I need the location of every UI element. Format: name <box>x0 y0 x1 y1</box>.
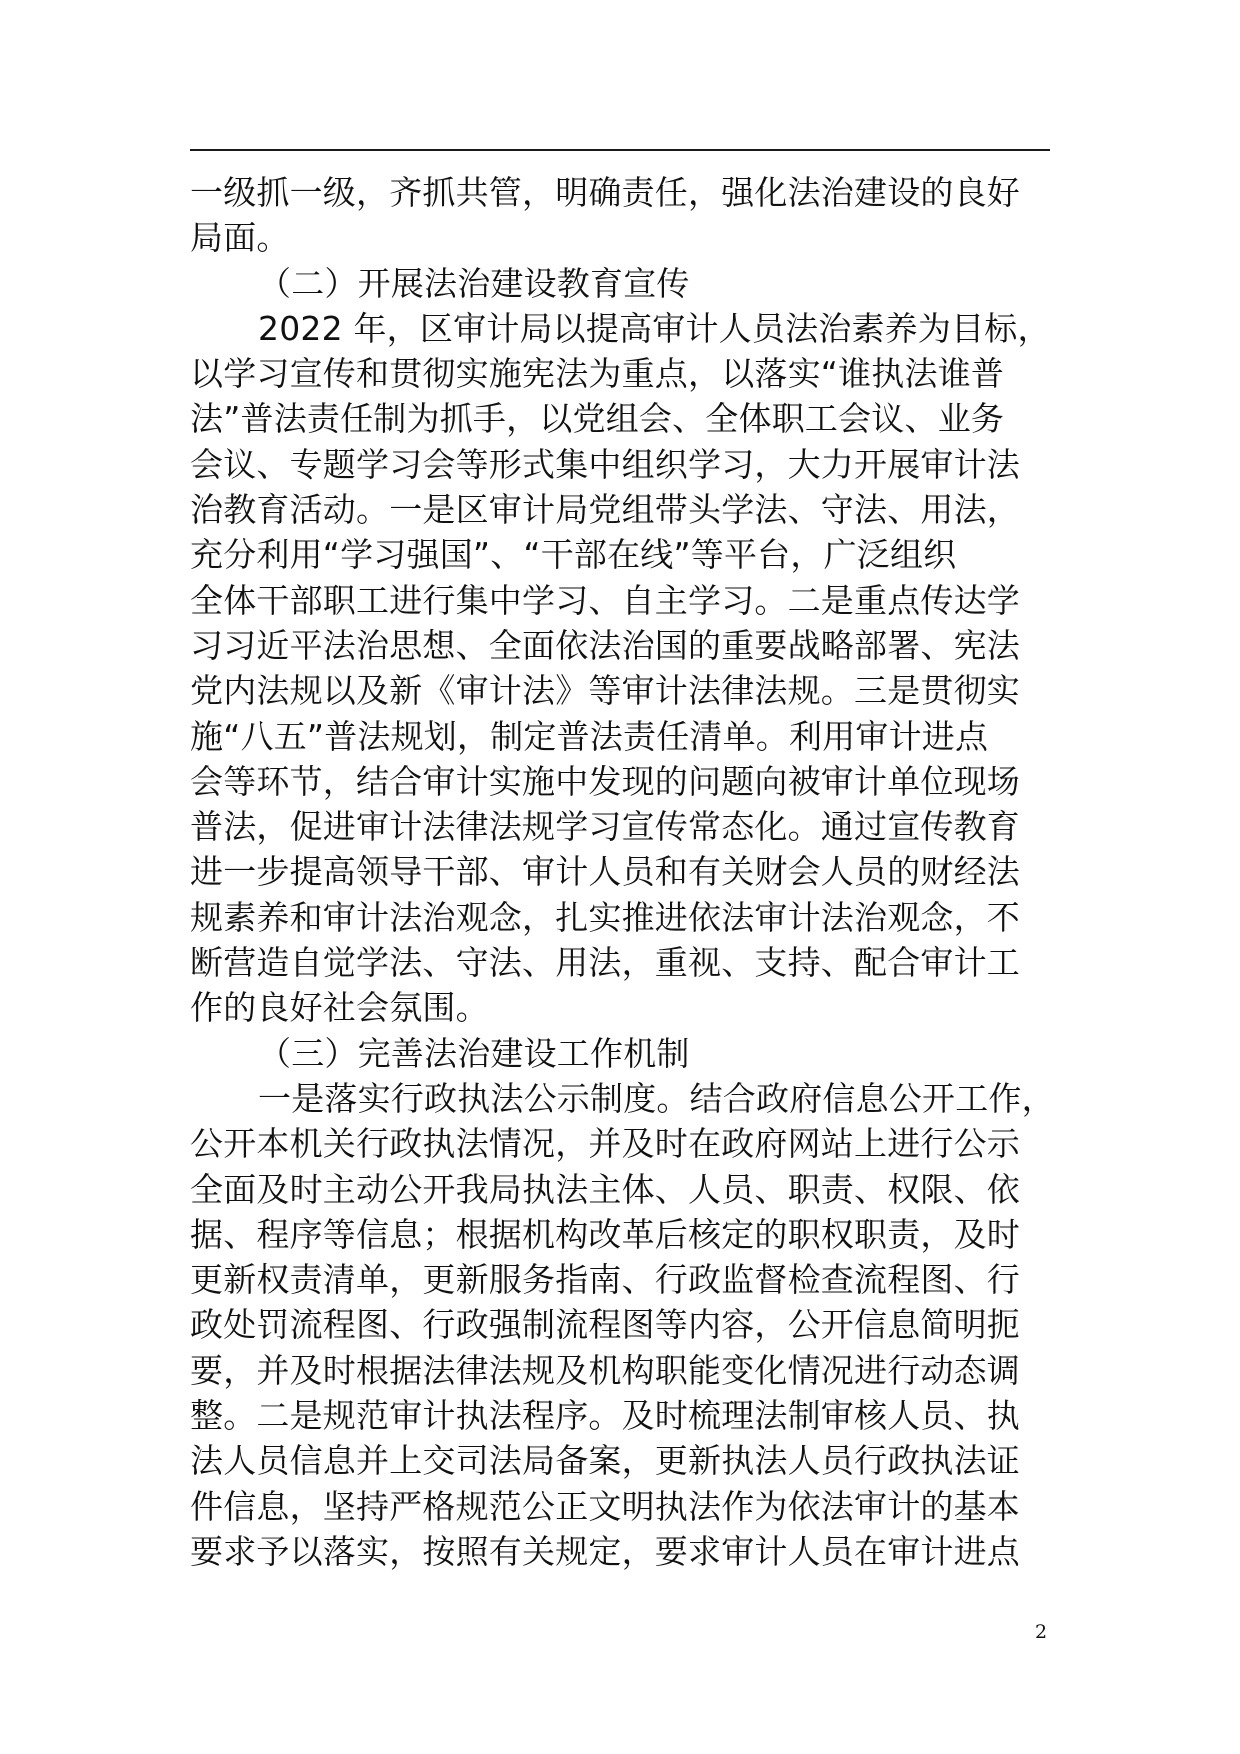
text-line: 一级抓一级，齐抓共管，明确责任，强化法治建设的良好 <box>190 173 1020 212</box>
text-line: 法”普法责任制为抓手，以党组会、全体职工会议、业务 <box>190 399 1005 439</box>
text-line: 普法，促进审计法律法规学习宣传常态化。通过宣传教育 <box>190 807 1020 847</box>
page-number: 2 <box>1035 1621 1048 1643</box>
text-line: 局面。 <box>190 218 290 258</box>
text-line: 治教育活动。一是区审计局党组带头学法、守法、用法， <box>190 490 1020 530</box>
header-rule <box>190 149 1050 151</box>
text-line: 要求予以落实，按照有关规定，要求审计人员在审计进点 <box>190 1531 1020 1571</box>
text-line: 整。二是规范审计执法程序。及时梳理法制审核人员、执 <box>190 1396 1020 1436</box>
text-line: 会议、专题学习会等形式集中组织学习，大力开展审计法 <box>190 444 1020 484</box>
text-line: （三）完善法治建设工作机制 <box>258 1033 690 1073</box>
text-line: 会等环节，结合审计实施中发现的问题向被审计单位现场 <box>190 761 1020 801</box>
text-line: 公开本机关行政执法情况，并及时在政府网站上进行公示 <box>190 1124 1020 1164</box>
text-line: 进一步提高领导干部、审计人员和有关财会人员的财经法 <box>190 852 1020 892</box>
text-line: 习习近平法治思想、全面依法治国的重要战略部署、宪法 <box>190 625 1020 665</box>
text-line: 法人员信息并上交司法局备案，更新执法人员行政执法证 <box>190 1441 1020 1481</box>
text-line: 更新权责清单，更新服务指南、行政监督检查流程图、行 <box>190 1260 1020 1300</box>
text-line: 一是落实行政执法公示制度。结合政府信息公开工作， <box>258 1078 1055 1118</box>
text-line: 政处罚流程图、行政强制流程图等内容，公开信息简明扼 <box>190 1305 1020 1345</box>
text-line: 2022 年，区审计局以提高审计人员法治素养为目标， <box>258 308 1051 348</box>
text-line: 据、程序等信息；根据机构改革后核定的职权职责，及时 <box>190 1214 1020 1254</box>
text-line: 全面及时主动公开我局执法主体、人员、职责、权限、依 <box>190 1169 1020 1209</box>
text-line: 件信息，坚持严格规范公正文明执法作为依法审计的基本 <box>190 1486 1020 1526</box>
text-lines <box>190 170 1055 1574</box>
text-line: 断营造自觉学法、守法、用法，重视、支持、配合审计工 <box>190 943 1020 983</box>
text-line: 施“八五”普法规划，制定普法责任清单。利用审计进点 <box>190 716 989 756</box>
text-line: 全体干部职工进行集中学习、自主学习。二是重点传达学 <box>190 580 1020 620</box>
text-line: 以学习宣传和贯彻实施宪法为重点，以落实“谁执法谁普 <box>190 354 1005 394</box>
text-line: 充分利用“学习强国”、“干部在线”等平台，广泛组织 <box>190 535 957 575</box>
text-line: 党内法规以及新《审计法》等审计法律法规。三是贯彻实 <box>190 671 1020 711</box>
text-line: 规素养和审计法治观念，扎实推进依法审计法治观念，不 <box>190 897 1020 937</box>
text-line: 要，并及时根据法律法规及机构职能变化情况进行动态调 <box>190 1350 1020 1390</box>
text-line: 作的良好社会氛围。 <box>190 988 489 1028</box>
page-body <box>190 170 1055 1574</box>
text-line: （二）开展法治建设教育宣传 <box>258 263 690 303</box>
